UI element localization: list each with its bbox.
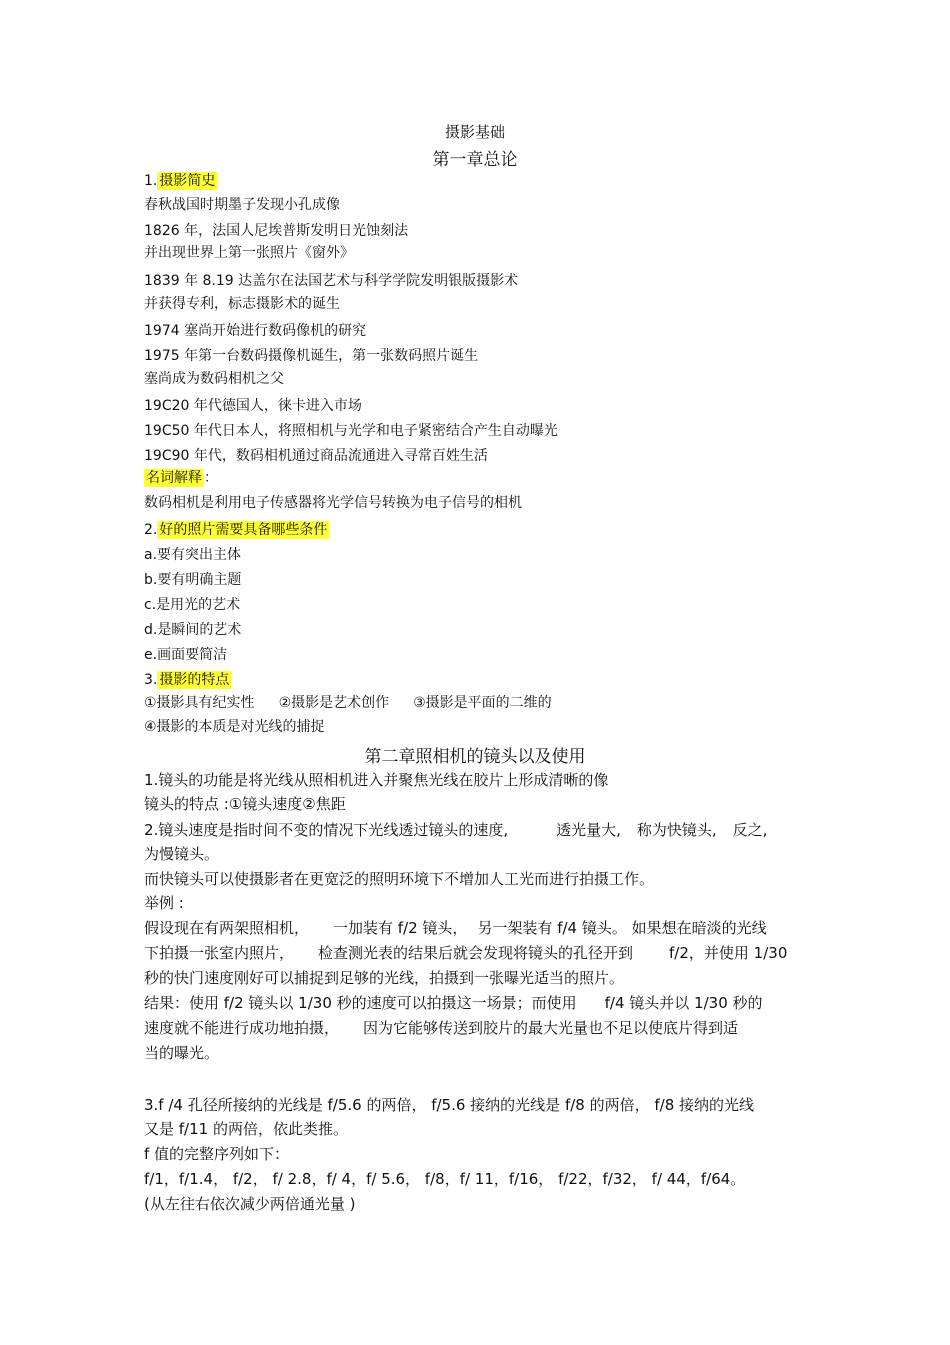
text-segment: 因为它能够传送到胶片的最大光量也不足以使底片得到适 [363, 1019, 739, 1037]
section3-highlight: 摄影的特点 [159, 672, 230, 688]
text-segment: 2.镜头速度是指时间不变的情况下光线透过镜头的速度, [144, 821, 509, 839]
text-line: 秒的快门速度刚好可以捕捉到足够的光线，拍摄到一张曝光适当的照片。 [144, 969, 625, 987]
text-line: 1.镜头的功能是将光线从照相机进入并聚焦光线在胶片上形成清晰的像 [144, 771, 609, 789]
text-segment: 假设现在有两架照相机， [144, 919, 310, 937]
condition-item: d.是瞬间的艺术 [144, 622, 242, 638]
history-line: 并出现世界上第一张照片《窗外》 [144, 245, 354, 261]
text-segment: 一加装有 f/2 镜头， [333, 919, 468, 937]
text-segment: 透光量大, [556, 821, 621, 839]
text-segment: 另一架装有 f/4 镜头。 如果想在暗淡的光线 [477, 919, 767, 937]
term-colon: ： [204, 470, 218, 486]
term-heading [144, 469, 218, 487]
text-segment: f/4 镜头并以 1/30 秒的 [604, 994, 763, 1012]
text-segment: 下拍摄一张室内照片， [144, 944, 295, 962]
history-line: 19C50 年代日本人，将照相机与光学和电子紧密结合产生自动曝光 [144, 423, 558, 439]
text-line: 而快镜头可以使摄影者在更宽泛的照明环境下不增加人工光而进行拍摄工作。 [144, 870, 655, 888]
condition-item: a.要有突出主体 [144, 547, 242, 563]
text-segment: 结果：使用 f/2 镜头以 1/30 秒的速度可以拍摄这一场景；而使用 [144, 994, 577, 1012]
history-line: 1975 年第一台数码摄像机诞生，第一张数码照片诞生 [144, 348, 479, 364]
text-line: 镜头的特点 :①镜头速度②焦距 [144, 795, 346, 813]
history-line: 1974 塞尚开始进行数码像机的研究 [144, 323, 367, 339]
term-definition: 数码相机是利用电子传感器将光学信号转换为电子信号的相机 [144, 495, 522, 511]
section1-highlight: 摄影简史 [159, 173, 216, 189]
text-segment: 检查测光表的结果后就会发现将镜头的孔径开到 [318, 944, 634, 962]
history-line: 1826 年，法国人尼埃普斯发明日光蚀刻法 [144, 223, 409, 239]
text-segment: 反之, [732, 821, 768, 839]
section2-heading [144, 521, 329, 539]
history-line: 19C90 年代，数码相机通过商品流通进入寻常百姓生活 [144, 448, 488, 464]
condition-item: c.是用光的艺术 [144, 597, 241, 613]
section1-heading [144, 172, 217, 190]
text-line: (从左往右依次减少两倍通光量 ) [144, 1195, 356, 1213]
text-line: 又是 f/11 的两倍，依此类推。 [144, 1120, 348, 1138]
feature-item: ①摄影具有纪实性 [144, 695, 255, 711]
history-line: 并获得专利，标志摄影术的诞生 [144, 296, 340, 312]
term-highlight: 名词解释 [146, 470, 202, 486]
text-line: 举例 : [144, 894, 184, 912]
fstop-sequence: f/1，f/1.4， f/2， f/ 2.8，f/ 4，f/ 5.6， f/8，f/ 11，f/16， f/22，f/32， f/ 44，f/64。 [144, 1170, 746, 1188]
condition-item: b.要有明确主题 [144, 572, 242, 588]
text-segment: 速度就不能进行成功地拍摄， [144, 1019, 340, 1037]
text-line: 为慢镜头。 [144, 845, 220, 863]
text-segment: f/2，并使用 1/30 [669, 944, 788, 962]
text-line: 当的曝光。 [144, 1044, 220, 1062]
section1-number: 1. [144, 173, 158, 189]
history-line: 1839 年 8.19 达盖尔在法国艺术与科学学院发明银版摄影术 [144, 273, 519, 289]
text-line [144, 821, 767, 839]
section2-number: 2. [144, 522, 158, 538]
feature-item: ③摄影是平面的二维的 [413, 695, 552, 711]
text-line: 3.f /4 孔径所接纳的光线是 f/5.6 的两倍， f/5.6 接纳的光线是 f/8 的两倍， f/8 接纳的光线 [144, 1096, 755, 1114]
text-line [144, 994, 763, 1012]
section3-heading [144, 671, 231, 689]
text-segment: 称为快镜头, [636, 821, 717, 839]
chapter1-title: 第一章总论 [432, 150, 518, 170]
history-line: 春秋战国时期墨子发现小孔成像 [144, 197, 340, 213]
history-line: 19C20 年代德国人，徕卡进入市场 [144, 398, 362, 414]
feature-item: ②摄影是艺术创作 [278, 695, 390, 711]
document-title: 摄影基础 [444, 123, 505, 141]
section3-number: 3. [144, 672, 158, 688]
text-line [144, 944, 787, 962]
feature-line [144, 694, 552, 712]
feature-item: ④摄影的本质是对光线的捕捉 [144, 719, 325, 735]
history-line: 塞尚成为数码相机之父 [144, 371, 284, 387]
chapter2-title: 第二章照相机的镜头以及使用 [364, 747, 586, 767]
section2-highlight: 好的照片需要具备哪些条件 [159, 522, 328, 538]
text-line [144, 919, 767, 937]
text-line [144, 1019, 738, 1037]
condition-item: e.画面要简洁 [144, 647, 228, 663]
text-line: f 值的完整序列如下： [144, 1145, 290, 1163]
